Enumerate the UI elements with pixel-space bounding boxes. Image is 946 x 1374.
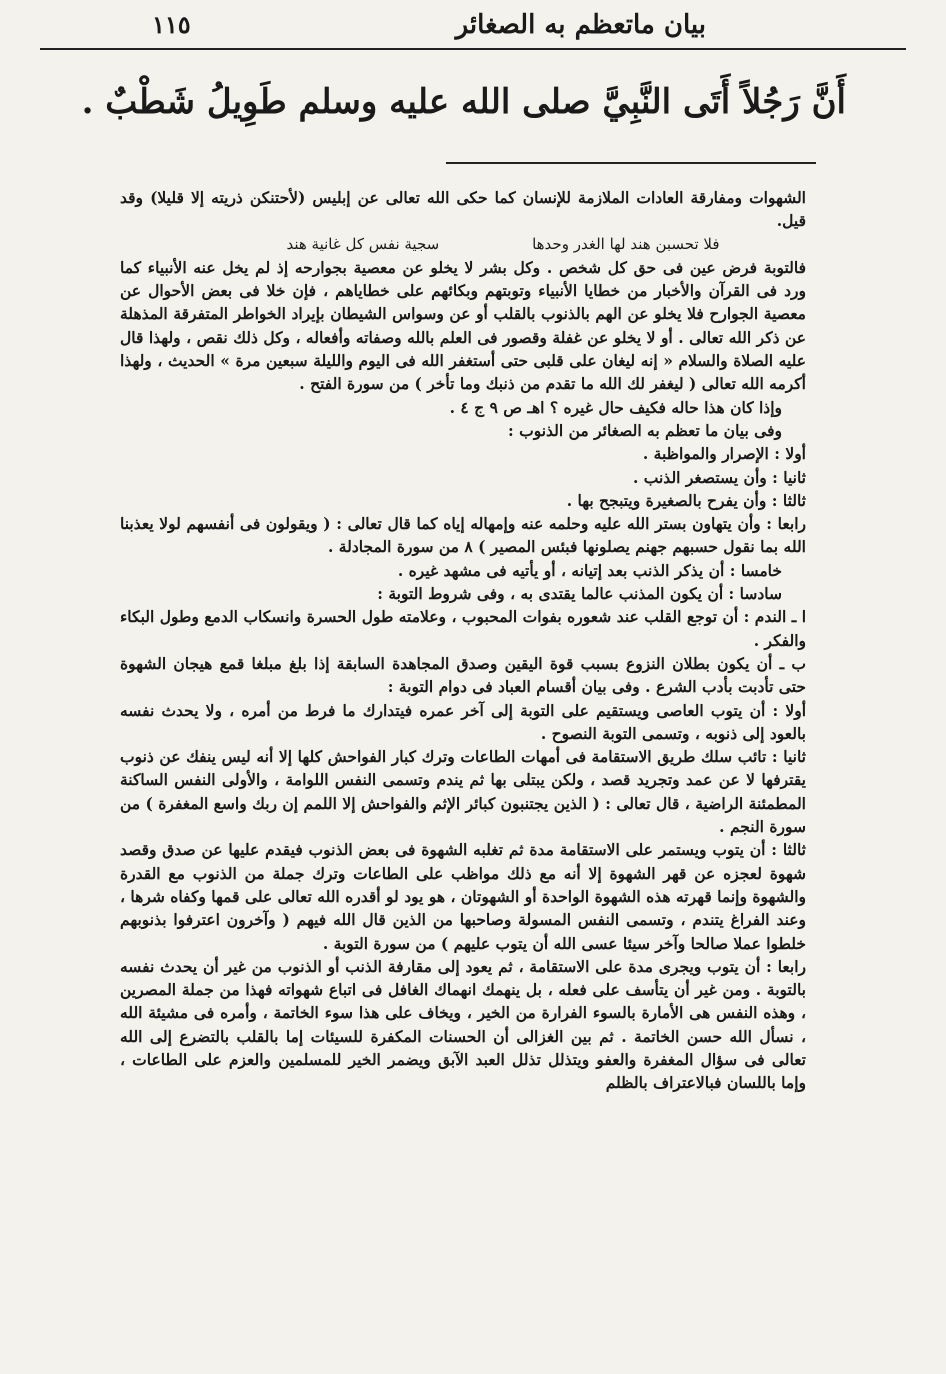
- page-number: ١١٥: [152, 10, 191, 39]
- list-item: رابعا : أن يتوب ويجرى مدة على الاستقامة ، ثم يعود إلى مقارفة الذنب أو الذنوب من غير أن يحدث نفسه بالتوبة . ومن غير أن يتأسف على فعله ، بل ينهمك انهماك الغافل فى اتباع شهواته فهذا من جملة المصرين ، وهذه النفس هى الأمارة بالسوء الفرارة من الخير ، ويخاف على هذا سوء الخاتمة ، وأمره فى مشيئة الله ، نسأل الله حسن الخاتمة . ثم بين الغزالى أن الحسنات المكفرة للسيئات إما بالقلب بالتضرع إلى الله تعالى فى سؤال المغفرة والعفو ويتذلل تذلل العبد الآبق ويضمر الخير للمسلمين والعزم على الطاعات ، وإما باللسان فبالاعتراف بالظلم: [120, 956, 806, 1093]
- paragraph: وإذا كان هذا حاله فكيف حال غيره ؟ اهـ ص ٩ ج ٤ .: [449, 397, 782, 417]
- list-item: ثانيا : تائب سلك طريق الاستقامة فى أمهات الطاعات وترك كبار الفواحش كلها إلا أنه ليس ينفك عن ذنوب يقترفها لا عن عمد وتجريد قصد ، ولكن يبتلى بها ثم يندم وتسمى النفس اللوامة ، والأولى النفس الساكنة المطمئنة الراضية ، قال تعالى : ( الذين يجتنبون كبائر الإثم والفواحش إلا اللمم إن ربك واسع المغفرة ) من سورة النجم .: [120, 747, 806, 837]
- running-title: بيان ماتعظم به الصغائر: [455, 10, 706, 40]
- list-item: ا ـ الندم : أن توجع القلب عند شعوره بفوات المحبوب ، وعلامته طول الحسرة وانسكاب الدمع وطول البكاء والفكر .: [120, 607, 806, 650]
- list-item: ب ـ أن يكون بطلان النزوع بسبب قوة اليقين وصدق المجاهدة السابقة إذا بلغ مبلغا قمع هيجان الشهوة حتى تأدبت بأدب الشرع . وفى بيان أقسام العباد فى دوام التوبة :: [120, 653, 806, 697]
- footnote-body: [120, 186, 806, 1095]
- page-header: [40, 6, 906, 50]
- paragraph: فالتوبة فرض عين فى حق كل شخص . وكل بشر لا يخلو عن معصية بجوارحه إذ لم يخل عنه الأنبياء كما ورد فى القرآن والأخبار من خطايا الأنبياء وتوبتهم وبكائهم على خطاياهم ، فإن خلا فى بعض الأحوال عن معصية الجوارح فلا يخلو عن الهم بالذنوب بالقلب أو عن وسواس الشيطان بإيراد الخواطر المتفرقة المذهلة عن ذكر الله تعالى . أو لا يخلو عن غفلة وقصور فى العلم بالله وصفاته وأفعاله ، وكل ذلك نقص ، ولهذا قال عليه الصلاة والسلام « إنه ليغان على قلبى حتى أستغفر الله فى اليوم والليلة سبعين مرة » الحديث ، ولهذا أكرمه الله تعالى ( ليغفر لك الله ما تقدم من ذنبك وما تأخر ) من سورة الفتح .: [120, 257, 806, 394]
- poetry-verse: [120, 233, 806, 256]
- list-item: ثالثا : وأن يفرح بالصغيرة ويتبجح بها .: [566, 490, 806, 510]
- list-item: ثالثا : أن يتوب ويستمر على الاستقامة مدة ثم تغلبه الشهوة فى بعض الذنوب فيقدم عليها عن صدق وقصد شهوة لعجزه عن قهر الشهوة إلا أنه مع ذلك مواظب على الطاعات وترك جملة من الذنوب مع القدرة والشهوة وإنما قهرته هذه الشهوة الواحدة أو الشهوتان ، هو يود لو أقدره الله تعالى على قمها وكفاه شرها ، وعند الفراغ يتندم ، وتسمى النفس المسولة وصاحبها من الذين قال الله فيهم ( وآخرون اعترفوا بذنوبهم خلطوا عملا صالحا وآخر سيئا عسى الله أن يتوب عليهم ) من سورة التوبة .: [120, 840, 806, 953]
- list-item: خامسا : أن يذكر الذنب بعد إتيانه ، أو يأتيه فى مشهد غيره .: [397, 560, 782, 580]
- paragraph: الشهوات ومفارقة العادات الملازمة للإنسان كما حكى الله تعالى عن إبليس (لأحتنكن ذريته إلا قليلا) وقد قيل.: [120, 188, 806, 231]
- list-item: رابعا : وأن يتهاون بستر الله عليه وحلمه عنه وإمهاله إياه كما قال تعالى : ( ويقولون فى أنفسهم لولا يعذبنا الله بما نقول حسبهم جهنم يصلونها فبئس المصير ) ٨ من سورة المجادلة .: [120, 514, 806, 557]
- list-item: سادسا : أن يكون المذنب عالما يقتدى به ، وفى شروط التوبة :: [377, 584, 782, 604]
- hadith-line: أَنَّ رَجُلاً أَتَى النَّبِيَّ صلى الله عليه وسلم طَوِيلُ شَطْبٌ .: [81, 82, 846, 122]
- verse-hemistich: فلا تحسبن هند لها الغدر وحدها: [532, 234, 720, 253]
- verse-hemistich: سجية نفس كل غانية هند: [286, 234, 440, 253]
- list-item: أولا : الإصرار والمواظبة .: [642, 444, 806, 464]
- list-item: أولا : أن يتوب العاصى ويستقيم على التوبة إلى آخر عمره فيتدارك ما فرط من أمره ، ولا يحدث نفسه بالعود إلى ذنوبه ، وتسمى التوبة النصوح .: [120, 700, 806, 743]
- list-item: ثانيا : وأن يستصغر الذنب .: [632, 467, 806, 487]
- footnote-separator: [446, 162, 816, 164]
- paragraph: وفى بيان ما تعظم به الصغائر من الذنوب :: [508, 420, 782, 440]
